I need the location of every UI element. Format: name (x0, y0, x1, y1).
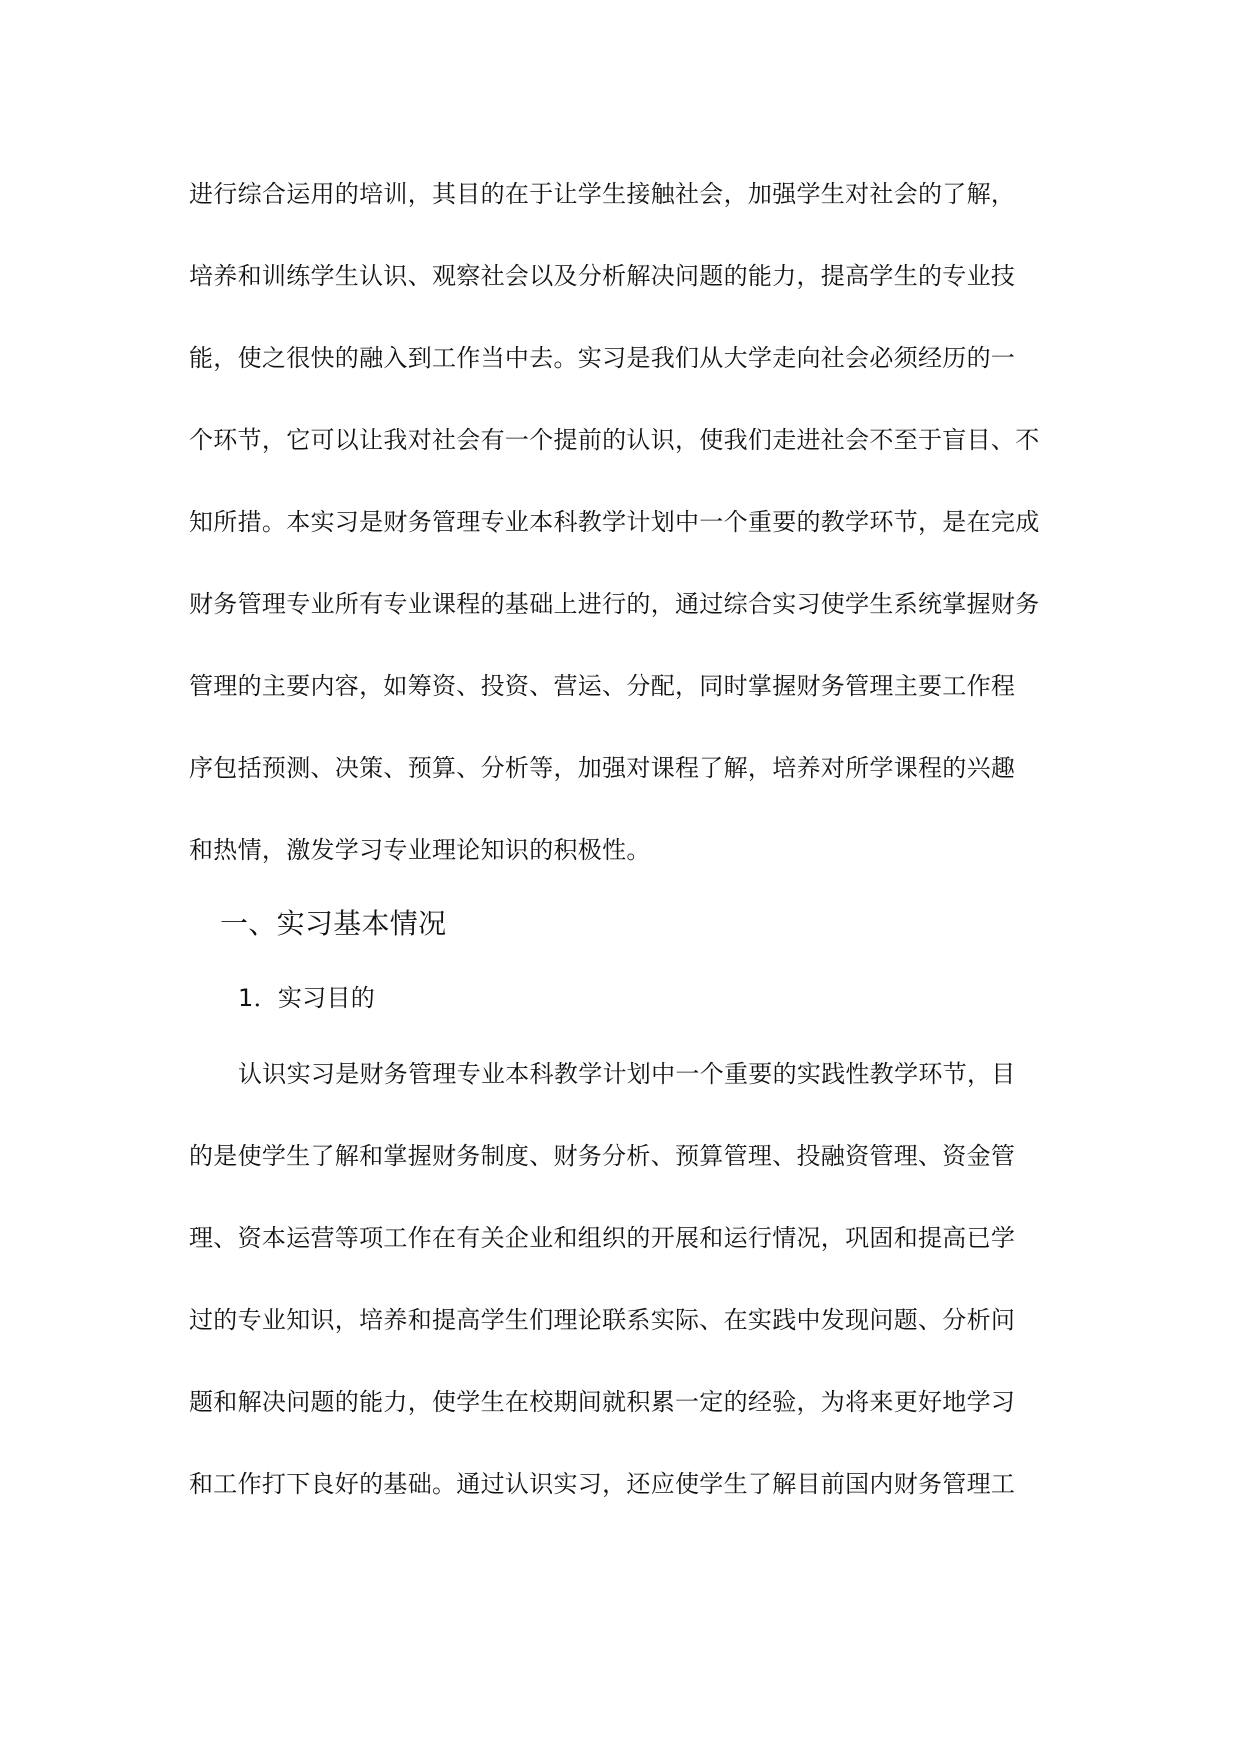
subsection-heading: 1．实习目的 (238, 984, 376, 1012)
purpose-paragraph-line: 和工作打下良好的基础。通过认识实习，还应使学生了解目前国内财务管理工 (189, 1470, 1016, 1498)
purpose-paragraph-line: 过的专业知识，培养和提高学生们理论联系实际、在实践中发现问题、分析问 (189, 1306, 1016, 1334)
intro-paragraph-line: 知所措。本实习是财务管理专业本科教学计划中一个重要的教学环节，是在完成 (189, 508, 1040, 536)
intro-paragraph-line: 财务管理专业所有专业课程的基础上进行的，通过综合实习使学生系统掌握财务 (189, 590, 1040, 618)
intro-paragraph-line: 个环节，它可以让我对社会有一个提前的认识，使我们走进社会不至于盲目、不 (189, 426, 1040, 454)
intro-paragraph-line: 培养和训练学生认识、观察社会以及分析解决问题的能力，提高学生的专业技 (189, 262, 1016, 290)
purpose-paragraph-line: 理、资本运营等项工作在有关企业和组织的开展和运行情况，巩固和提高已学 (189, 1224, 1016, 1252)
purpose-paragraph-line: 题和解决问题的能力，使学生在校期间就积累一定的经验，为将来更好地学习 (189, 1388, 1016, 1416)
intro-paragraph-line: 能，使之很快的融入到工作当中去。实习是我们从大学走向社会必须经历的一 (189, 344, 1016, 372)
section-heading: 一、实习基本情况 (220, 907, 447, 940)
intro-paragraph-line: 管理的主要内容，如筹资、投资、营运、分配，同时掌握财务管理主要工作程 (189, 672, 1016, 700)
purpose-paragraph-line: 认识实习是财务管理专业本科教学计划中一个重要的实践性教学环节，目 (238, 1060, 1016, 1088)
intro-paragraph-line: 序包括预测、决策、预算、分析等，加强对课程了解，培养对所学课程的兴趣 (189, 754, 1016, 782)
intro-paragraph-line: 进行综合运用的培训，其目的在于让学生接触社会，加强学生对社会的了解， (189, 180, 1016, 208)
purpose-paragraph-line: 的是使学生了解和掌握财务制度、财务分析、预算管理、投融资管理、资金管 (189, 1142, 1016, 1170)
intro-paragraph-line: 和热情，激发学习专业理论知识的积极性。 (189, 836, 651, 864)
